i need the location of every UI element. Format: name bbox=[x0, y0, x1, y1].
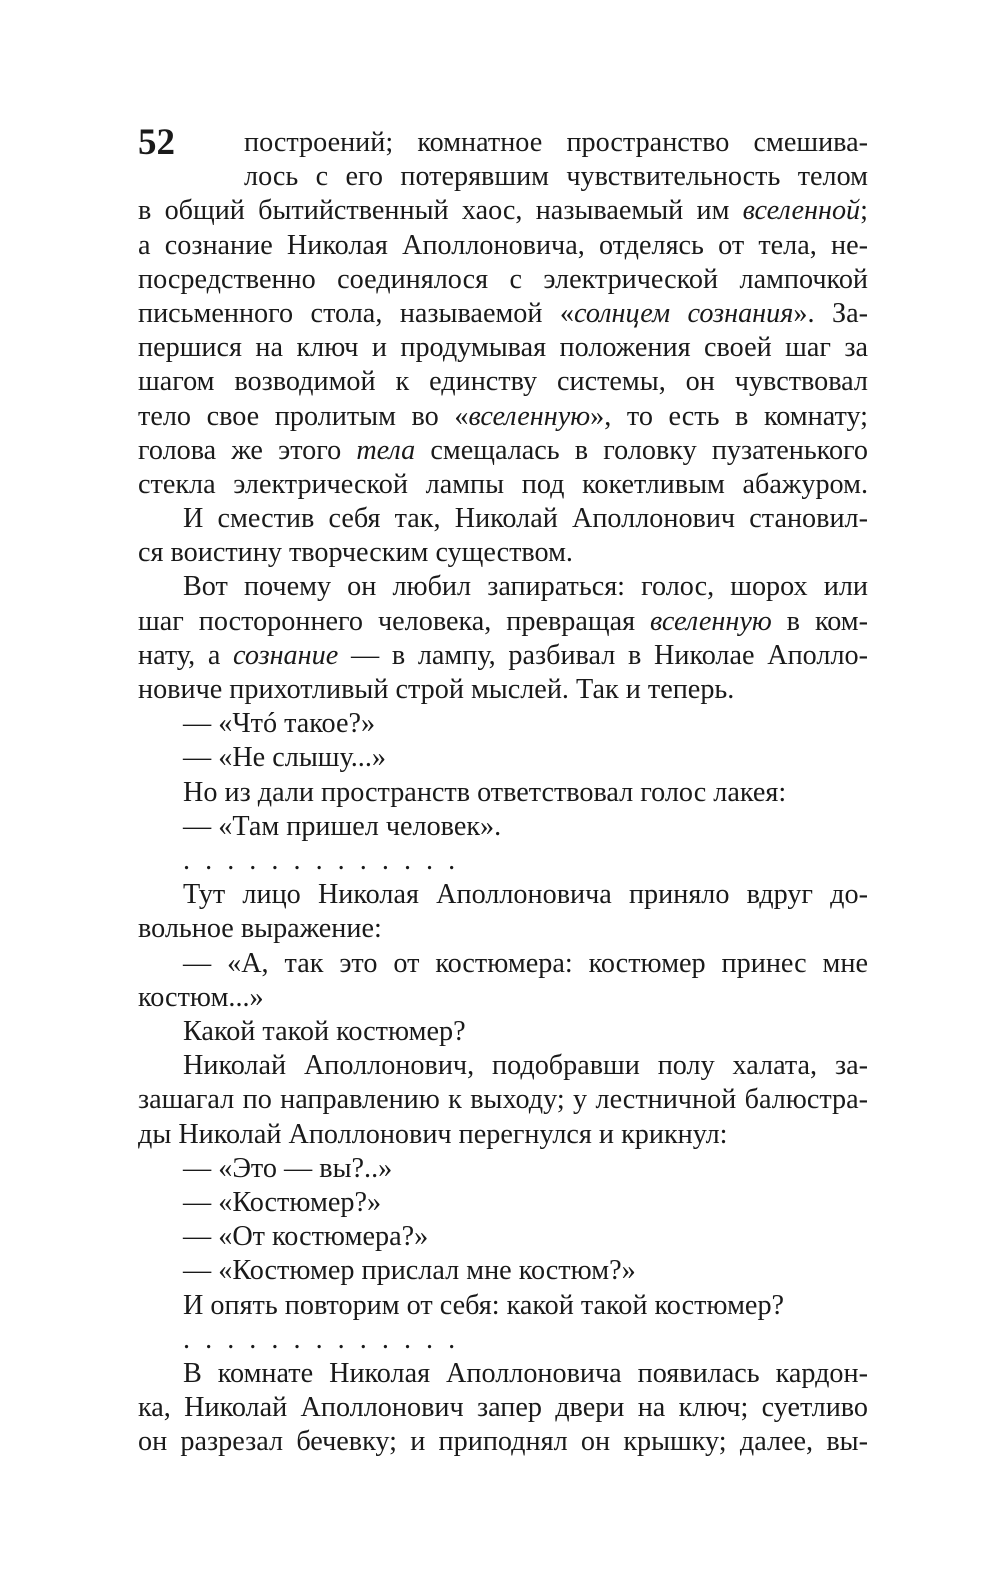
text-line: Какой такой костюмер? bbox=[183, 1016, 466, 1048]
text-line: першися на ключ и продумывая положения своей шаг за bbox=[138, 332, 868, 364]
text-line: И опять повторим от себя: какой такой костюмер? bbox=[183, 1289, 785, 1321]
text-line: Тут лицо Николая Аполлоновича приняло вдруг до- bbox=[183, 879, 868, 911]
text-line: шаг постороннего человека, превращая вселенную в ком- bbox=[138, 605, 868, 637]
italic-term: вселенной bbox=[742, 195, 861, 227]
text-line: И сместив себя так, Николай Аполлонович становил- bbox=[183, 503, 868, 535]
dialogue-line: — «Это — вы?..» bbox=[183, 1152, 393, 1184]
page-number: 52 bbox=[138, 122, 175, 163]
dialogue-line: — «Костюмер?» bbox=[183, 1187, 382, 1218]
text-line: стекла электрической лампы под кокетливым абажуром. bbox=[138, 468, 868, 500]
text-line: построений; комнатное пространство смешива- bbox=[244, 127, 868, 158]
text-line: вольное выражение: bbox=[138, 913, 382, 945]
dialogue-line: — «Костюмер прислал мне костюм?» bbox=[183, 1255, 636, 1287]
text-line: новиче прихотливый строй мыслей. Так и теперь. bbox=[138, 674, 735, 706]
dialogue-line: костюм...» bbox=[138, 981, 264, 1013]
text-line: посредственно соединялося с электрической лампочкой bbox=[138, 263, 868, 295]
text-line: ся воистину творческим существом. bbox=[138, 537, 573, 569]
dialogue-line: — «А, так это от костюмера: костюмер принес мне bbox=[183, 947, 868, 979]
text-line: ка, Николай Аполлонович запер двери на ключ; суетливо bbox=[138, 1392, 868, 1424]
ellipsis-separator: . . . . . . . . . . . . . bbox=[183, 1323, 460, 1355]
italic-term: тела bbox=[356, 434, 416, 466]
dialogue-line: — «Чтó такое?» bbox=[183, 708, 376, 740]
page-body bbox=[138, 126, 868, 1460]
text-line: Но из дали пространств ответствовал голос лакея: bbox=[183, 776, 787, 808]
text-line: зашагал по направлению к выходу; у лестничной балюстра- bbox=[138, 1084, 868, 1116]
text-line: в общий бытийственный хаос, называемый им вселенной; bbox=[138, 195, 868, 227]
dialogue-line: — «Не слышу...» bbox=[183, 742, 386, 774]
dialogue-line: — «От костюмера?» bbox=[183, 1221, 429, 1253]
text-line: тело свое пролитым во «вселенную», то есть в комнату; bbox=[138, 400, 868, 432]
italic-term: сознание bbox=[233, 639, 339, 671]
italic-term: вселенную bbox=[650, 605, 772, 637]
text-line: шагом возводимой к единству системы, он чувствовал bbox=[138, 366, 868, 398]
text-line: письменного стола, называемой «солнцем сознания». За- bbox=[138, 297, 868, 329]
text-line: В комнате Николая Аполлоновича появилась кардон- bbox=[183, 1358, 868, 1390]
italic-term: солнцем сознания bbox=[574, 297, 794, 329]
dialogue-line: — «Там пришел человек». bbox=[183, 810, 502, 842]
italic-term: вселенную bbox=[468, 400, 591, 432]
text-line: Вот почему он любил запираться: голос, шорох или bbox=[183, 571, 868, 603]
text-line: лось с его потерявшим чувствительность телом bbox=[244, 161, 868, 193]
text-line: ды Николай Аполлонович перегнулся и крикнул: bbox=[138, 1118, 728, 1150]
text-line: Николай Аполлонович, подобравши полу халата, за- bbox=[183, 1050, 868, 1082]
ellipsis-separator: . . . . . . . . . . . . . bbox=[183, 845, 460, 877]
text-line: а сознание Николая Аполлоновича, отделясь от тела, не- bbox=[138, 229, 868, 261]
text-line: голова же этого тела смещалась в головку пузатенького bbox=[138, 434, 868, 466]
text-line: он разрезал бечевку; и приподнял он крышку; далее, вы- bbox=[138, 1426, 868, 1458]
text-line: нату, а сознание — в лампу, разбивал в Николае Аполло- bbox=[138, 639, 868, 671]
